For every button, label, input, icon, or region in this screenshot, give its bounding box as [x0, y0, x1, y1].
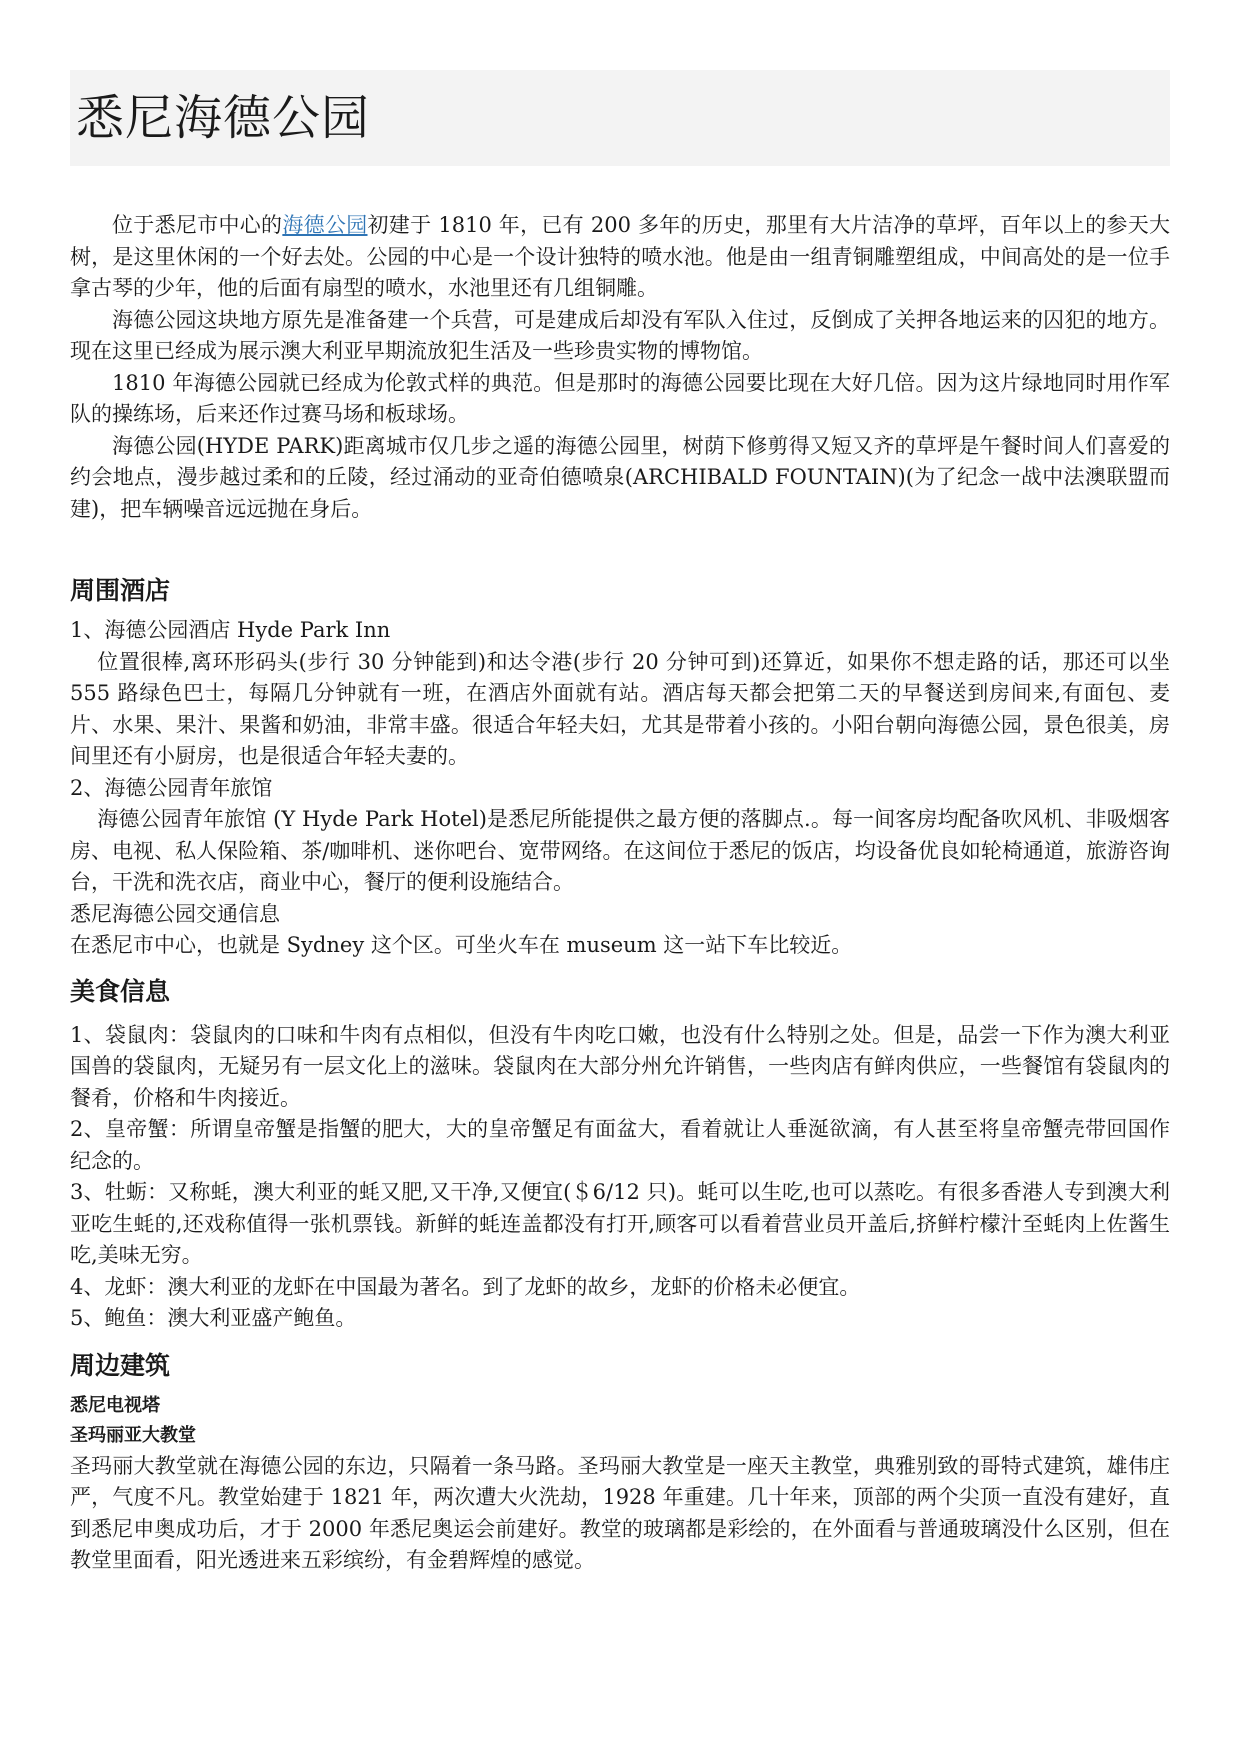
hyde-park-link[interactable]: 海德公园	[282, 213, 368, 237]
transport-title: 悉尼海德公园交通信息	[70, 901, 280, 926]
title-banner	[70, 70, 1170, 166]
intro-p1-after: 初建于 1810 年，已有 200 多年的历史，那里有大片洁净的草坪，百年以上的参天大树，是这里休闲的一个好去处。公园的中心是一个设计独特的喷水池。他是由一组青铜雕塑组成，中间高处的是一位手拿古琴的少年，他的后面有扇型的喷水，水池里还有几组铜雕。	[70, 213, 1170, 300]
food-heading: 美食信息	[70, 976, 171, 1006]
intro-paragraph-2: 海德公园这块地方原先是准备建一个兵营，可是建成后却没有军队入住过，反倒成了关押各地运来的囚犯的地方。现在这里已经成为展示澳大利亚早期流放犯生活及一些珍贵实物的博物馆。	[70, 307, 1170, 363]
hotel-2-title: 2、海德公园青年旅馆	[70, 775, 273, 800]
hotel-1-title: 1、海德公园酒店 Hyde Park Inn	[70, 618, 391, 642]
food-item: 4、龙虾：澳大利亚的龙虾在中国最为著名。到了龙虾的故乡，龙虾的价格未必便宜。	[70, 1274, 861, 1299]
tower-title: 悉尼电视塔	[70, 1394, 160, 1416]
transport-description: 在悉尼市中心，也就是 Sydney 这个区。可坐火车在 museum 这一站下车比较近。	[70, 933, 853, 957]
hotel-2-description: 海德公园青年旅馆 (Y Hyde Park Hotel)是悉尼所能提供之最方便的落脚点.。每一间客房均配备吹风机、非吸烟客房、电视、私人保险箱、茶/咖啡机、迷你吧台、宽带网络。在这间位于悉尼的饭店，均设备优良如轮椅通道，旅游咨询台，干洗和洗衣店，商业中心，餐厅的便利设施结合。	[70, 807, 1170, 894]
intro-paragraph-3: 1810 年海德公园就已经成为伦敦式样的典范。但是那时的海德公园要比现在大好几倍。因为这片绿地同时用作军队的操练场，后来还作过赛马场和板球场。	[70, 370, 1170, 426]
intro-paragraph-1	[70, 210, 1170, 305]
intro-section	[70, 210, 1170, 525]
document-page	[70, 70, 1170, 1577]
buildings-heading: 周边建筑	[70, 1350, 171, 1380]
intro-p1-before: 位于悉尼市中心的	[112, 213, 283, 237]
cathedral-description: 圣玛丽大教堂就在海德公园的东边，只隔着一条马路。圣玛丽大教堂是一座天主教堂，典雅别致的哥特式建筑，雄伟庄严，气度不凡。教堂始建于 1821 年，两次遭大火洗劫，1928 年重建。几十年来，顶部的两个尖顶一直没有建好，直到悉尼申奥成功后，才于 2000 年悉尼奥运会前建好。教堂的玻璃都是彩绘的，在外面看与普通玻璃没什么区别，但在教堂里面看，阳光透进来五彩缤纷，有金碧辉煌的感觉。	[70, 1453, 1170, 1572]
cathedral-title: 圣玛丽亚大教堂	[70, 1424, 196, 1446]
page-title: 悉尼海德公园	[76, 90, 371, 146]
food-item: 1、袋鼠肉：袋鼠肉的口味和牛肉有点相似，但没有牛肉吃口嫩，也没有什么特别之处。但是，品尝一下作为澳大利亚国兽的袋鼠肉，无疑另有一层文化上的滋味。袋鼠肉在大部分州允许销售，一些肉店有鲜肉供应，一些餐馆有袋鼠肉的餐肴，价格和牛肉接近。	[70, 1022, 1170, 1110]
hotel-1-description: 位置很棒,离环形码头(步行 30 分钟能到)和达令港(步行 20 分钟可到)还算近，如果你不想走路的话，那还可以坐 555 路绿色巴士，每隔几分钟就有一班，在酒店外面就有站。酒店每天都会把第二天的早餐送到房间来,有面包、麦片、水果、果汁、果酱和奶油，非常丰盛。很适合年轻夫妇，尤其是带着小孩的。小阳台朝向海德公园，景色很美，房间里还有小厨房，也是很适合年轻夫妻的。	[70, 649, 1170, 768]
food-section	[70, 1020, 1170, 1335]
buildings-section	[70, 1391, 1170, 1577]
food-item: 2、皇帝蟹：所谓皇帝蟹是指蟹的肥大，大的皇帝蟹足有面盆大，看着就让人垂涎欲滴，有人甚至将皇帝蟹壳带回国作纪念的。	[70, 1117, 1170, 1173]
food-item: 3、牡蛎：又称蚝，澳大利亚的蚝又肥,又干净,又便宜(＄6/12 只)。蚝可以生吃,也可以蒸吃。有很多香港人专到澳大利亚吃生蚝的,还戏称值得一张机票钱。新鲜的蚝连盖都没有打开,顾客可以看着营业员开盖后,挤鲜柠檬汁至蚝肉上佐酱生吃,美味无穷。	[70, 1180, 1170, 1267]
intro-paragraph-4: 海德公园(HYDE PARK)距离城市仅几步之遥的海德公园里，树荫下修剪得又短又齐的草坪是午餐时间人们喜爱的约会地点，漫步越过柔和的丘陵，经过涌动的亚奇伯德喷泉(ARCHIBALD FOUNTAIN)(为了纪念一战中法澳联盟而建)，把车辆噪音远远抛在身后。	[70, 433, 1170, 521]
hotels-heading: 周围酒店	[70, 576, 171, 605]
hotels-section	[70, 615, 1170, 962]
food-item: 5、鲍鱼：澳大利亚盛产鲍鱼。	[70, 1306, 357, 1330]
